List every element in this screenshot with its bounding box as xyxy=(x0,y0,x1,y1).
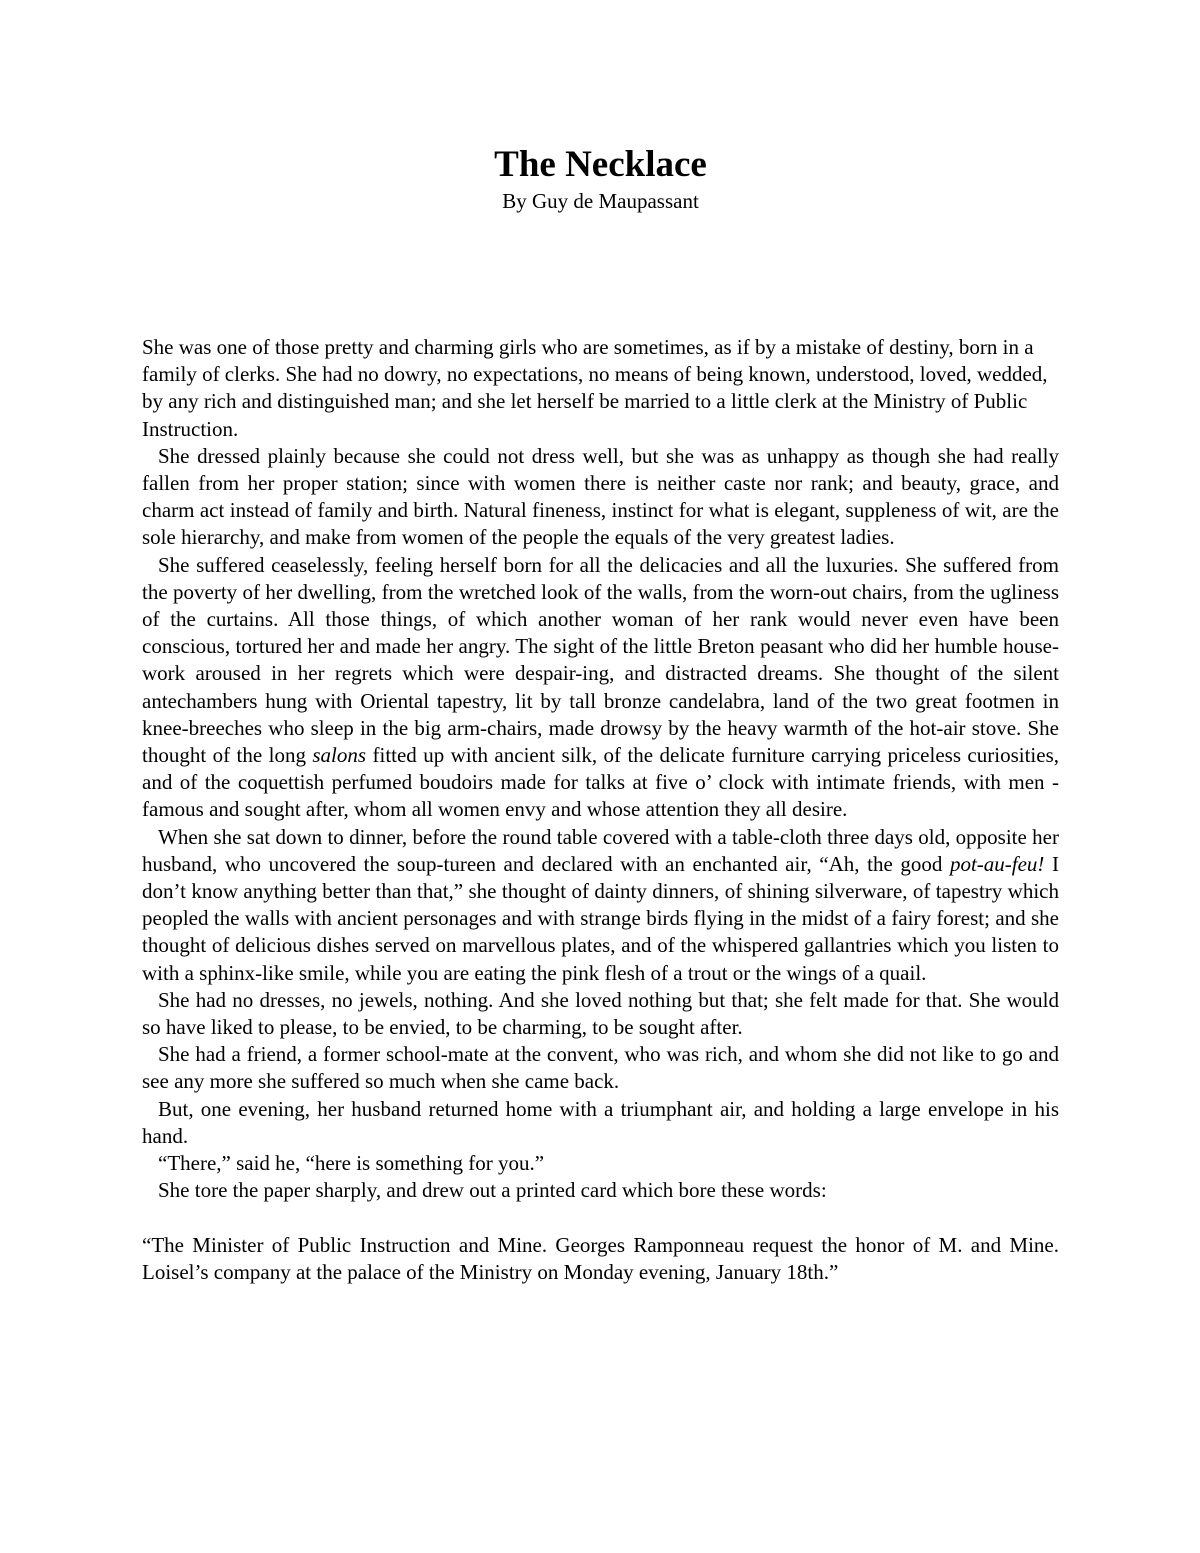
invitation-quote: “The Minister of Public Instruction and Mine. Georges Ramponneau request the honor of M. and Mine. Loisel’s company at the palace of the Ministry on Monday evening, January 18th.” xyxy=(142,1232,1059,1284)
paragraph-7: But, one evening, her husband returned home with a triumphant air, and holding a large envelope in his hand. xyxy=(142,1096,1059,1148)
story-body xyxy=(142,334,1059,1205)
document-header xyxy=(142,0,1059,215)
paragraph-4-text-b: I don’t know anything better than that,” she thought of dainty dinners, of shining silverware, of tapestry which peopled the walls with ancient personages and with strange birds flying in the midst of a fairy forest; and she thought of delicious dishes served on marvellous plates, and of the whispered gallantries which you listen to with a sphinx-like smile, while you are eating the pink flesh of a trout or the wings of a quail. xyxy=(142,851,1059,985)
paragraph-8: “There,” said he, “here is something for you.” xyxy=(158,1151,545,1176)
paragraph-3-italic: salons xyxy=(312,743,367,768)
paragraph-6: She had a friend, a former school-mate at the convent, who was rich, and whom she did not like to go and see any more she suffered so much when she came back. xyxy=(142,1042,1059,1094)
document-title: The Necklace xyxy=(494,144,707,185)
paragraph-4 xyxy=(142,824,1059,987)
paragraph-2: She dressed plainly because she could not dress well, but she was as unhappy as though she had really fallen from her proper station; since with women there is neither caste nor rank; and beauty, grace, and charm act instead of family and birth. Natural fineness, instinct for what is elegant, suppleness of wit, are the sole hierarchy, and make from women of the people the equals of the very greatest ladies. xyxy=(142,443,1059,550)
paragraph-3 xyxy=(142,552,1059,824)
paragraph-5: She had no dresses, no jewels, nothing. And she loved nothing but that; she felt made for that. She would so have liked to please, to be envied, to be charming, to be sought after. xyxy=(142,987,1059,1040)
paragraph-4-text-a: When she sat down to dinner, before the round table covered with a table-cloth three days old, opposite her husband, who uncovered the soup-tureen and declared with an enchanted air, “Ah, the good xyxy=(142,824,1059,876)
paragraph-4-italic: pot-au-feu! xyxy=(949,851,1045,876)
document-page xyxy=(142,0,1059,1553)
paragraph-1: She was one of those pretty and charming girls who are sometimes, as if by a mistake of destiny, born in a family of clerks. She had no dowry, no expectations, no means of being known, understood, loved, wedded, by any rich and distinguished man; and she let herself be married to a little clerk at the Ministry of Public Instruction. xyxy=(142,335,1048,441)
paragraph-3-text-b: fitted up with ancient silk, of the delicate furniture carrying priceless curiosities, and of the coquettish perfumed boudoirs made for talks at five o’ clock with intimate friends, with men - famous and sought after, whom all women envy and whose attention they all desire. xyxy=(142,743,1059,822)
paragraph-9: She tore the paper sharply, and drew out a printed card which bore these words: xyxy=(158,1178,827,1203)
document-author: By Guy de Maupassant xyxy=(502,189,699,213)
paragraph-3-text-a: She suffered ceaselessly, feeling herself born for all the delicacies and all the luxuries. She suffered from the poverty of her dwelling, from the wretched look of the walls, from the worn-out chairs, from the ugliness of the curtains. All those things, of which another woman of her rank would never even have been conscious, tortured her and made her angry. The sight of the little Breton peasant who did her humble house-work aroused in her regrets which were despair-ing, and distracted dreams. She thought of the silent antechambers hung with Oriental tapestry, lit by tall bronze candelabra, land of the two great footmen in knee-breeches who sleep in the big arm-chairs, made drowsy by the heavy warmth of the hot-air stove. She thought of the long xyxy=(142,552,1059,768)
